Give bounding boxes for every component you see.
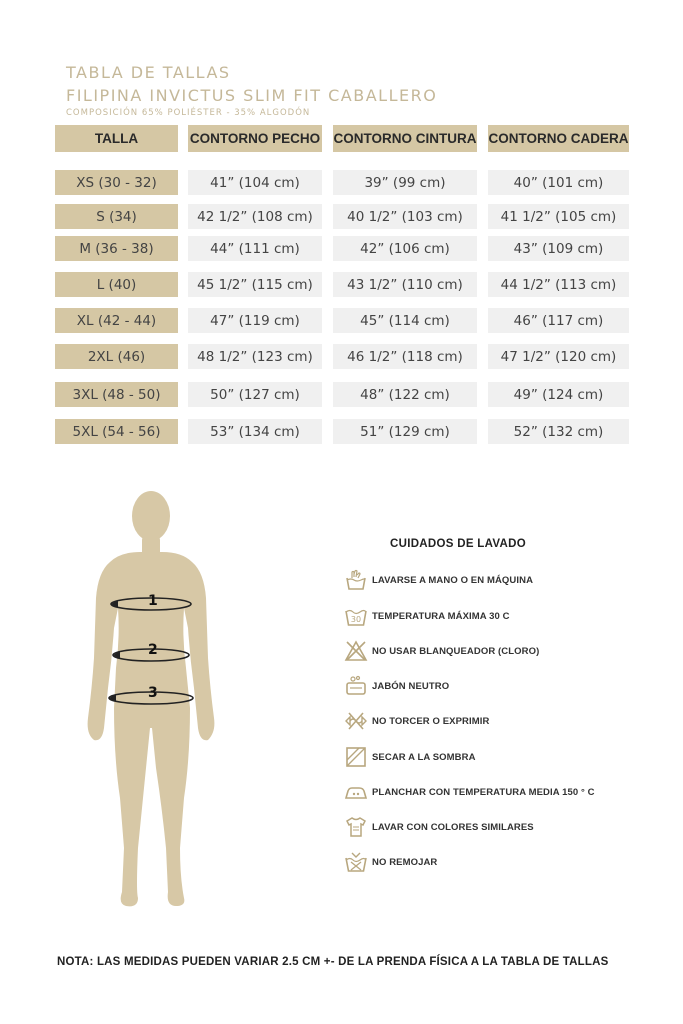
care-title: CUIDADOS DE LAVADO [390, 538, 526, 550]
hip-cell: 49” (124 cm) [488, 382, 629, 407]
chest-cell: 45 1/2” (115 cm) [188, 272, 322, 297]
hand-wash-icon [344, 568, 368, 592]
size-cell: XL (42 - 44) [55, 308, 178, 333]
care-label: SECAR A LA SOMBRA [372, 751, 476, 763]
care-item-similar-colors [344, 814, 534, 840]
care-label: LAVARSE A MANO O EN MÁQUINA [372, 574, 534, 586]
column-header-cadera: CONTORNO CADERA [488, 125, 629, 152]
care-item-shade-dry [344, 744, 476, 770]
body-measurement-figure [80, 488, 220, 913]
size-cell: M (36 - 38) [55, 236, 178, 261]
care-label: PLANCHAR CON TEMPERATURA MEDIA 150 ° C [372, 786, 595, 798]
product-title: FILIPINA INVICTUS SLIM FIT CABALLERO [66, 86, 438, 105]
column-header-cintura: CONTORNO CINTURA [333, 125, 477, 152]
care-item-wash-30 [344, 603, 510, 629]
size-cell: XS (30 - 32) [55, 170, 178, 195]
chest-cell: 47” (119 cm) [188, 308, 322, 333]
care-item-hand-wash [344, 567, 533, 593]
chest-cell: 41” (104 cm) [188, 170, 322, 195]
size-cell: S (34) [55, 204, 178, 229]
care-label: NO REMOJAR [372, 856, 438, 868]
marker-3: 3 [148, 685, 158, 701]
chest-cell: 48 1/2” (123 cm) [188, 344, 322, 369]
care-label: TEMPERATURA MÁXIMA 30 C [372, 610, 510, 622]
waist-cell: 40 1/2” (103 cm) [333, 204, 477, 229]
size-cell: L (40) [55, 272, 178, 297]
care-label: LAVAR CON COLORES SIMILARES [372, 821, 534, 833]
iron-medium-icon [344, 780, 368, 804]
waist-cell: 48” (122 cm) [333, 382, 477, 407]
hip-cell: 44 1/2” (113 cm) [488, 272, 629, 297]
shade-dry-icon [344, 745, 368, 769]
no-soak-icon [344, 850, 368, 874]
chest-cell: 44” (111 cm) [188, 236, 322, 261]
care-label: NO TORCER O EXPRIMIR [372, 715, 490, 727]
size-cell: 5XL (54 - 56) [55, 419, 178, 444]
column-header-pecho: CONTORNO PECHO [188, 125, 322, 152]
chest-cell: 53” (134 cm) [188, 419, 322, 444]
column-header-talla: TALLA [55, 125, 178, 152]
wash-temp-text: 30 [350, 615, 362, 624]
page-title: TABLA DE TALLAS [66, 63, 231, 82]
waist-cell: 43 1/2” (110 cm) [333, 272, 477, 297]
care-label: JABÓN NEUTRO [372, 680, 450, 692]
no-bleach-icon [344, 639, 368, 663]
hip-cell: 40” (101 cm) [488, 170, 629, 195]
composition-text: COMPOSICIÓN 65% POLIÉSTER - 35% ALGODÓN [66, 108, 311, 118]
hip-cell: 41 1/2” (105 cm) [488, 204, 629, 229]
no-wring-icon [344, 709, 368, 733]
size-cell: 2XL (46) [55, 344, 178, 369]
care-item-neutral-soap [344, 673, 449, 699]
wash-30-icon [344, 604, 368, 628]
care-item-iron-medium [344, 779, 595, 805]
care-item-no-wring [344, 708, 489, 734]
waist-cell: 46 1/2” (118 cm) [333, 344, 477, 369]
measurement-note: NOTA: LAS MEDIDAS PUEDEN VARIAR 2.5 CM +- DE LA PRENDA FÍSICA A LA TABLA DE TALLAS [57, 956, 609, 968]
size-cell: 3XL (48 - 50) [55, 382, 178, 407]
marker-1: 1 [148, 593, 158, 609]
waist-cell: 45” (114 cm) [333, 308, 477, 333]
hip-cell: 47 1/2” (120 cm) [488, 344, 629, 369]
marker-2: 2 [148, 642, 158, 658]
care-label: NO USAR BLANQUEADOR (CLORO) [372, 645, 540, 657]
waist-cell: 51” (129 cm) [333, 419, 477, 444]
shirt-similar-colors-icon [344, 815, 368, 839]
hip-cell: 43” (109 cm) [488, 236, 629, 261]
care-item-no-bleach [344, 638, 539, 664]
chest-cell: 50” (127 cm) [188, 382, 322, 407]
neutral-soap-icon [344, 674, 368, 698]
hip-cell: 46” (117 cm) [488, 308, 629, 333]
waist-cell: 39” (99 cm) [333, 170, 477, 195]
care-item-no-soak [344, 849, 437, 875]
waist-cell: 42” (106 cm) [333, 236, 477, 261]
hip-cell: 52” (132 cm) [488, 419, 629, 444]
chest-cell: 42 1/2” (108 cm) [188, 204, 322, 229]
